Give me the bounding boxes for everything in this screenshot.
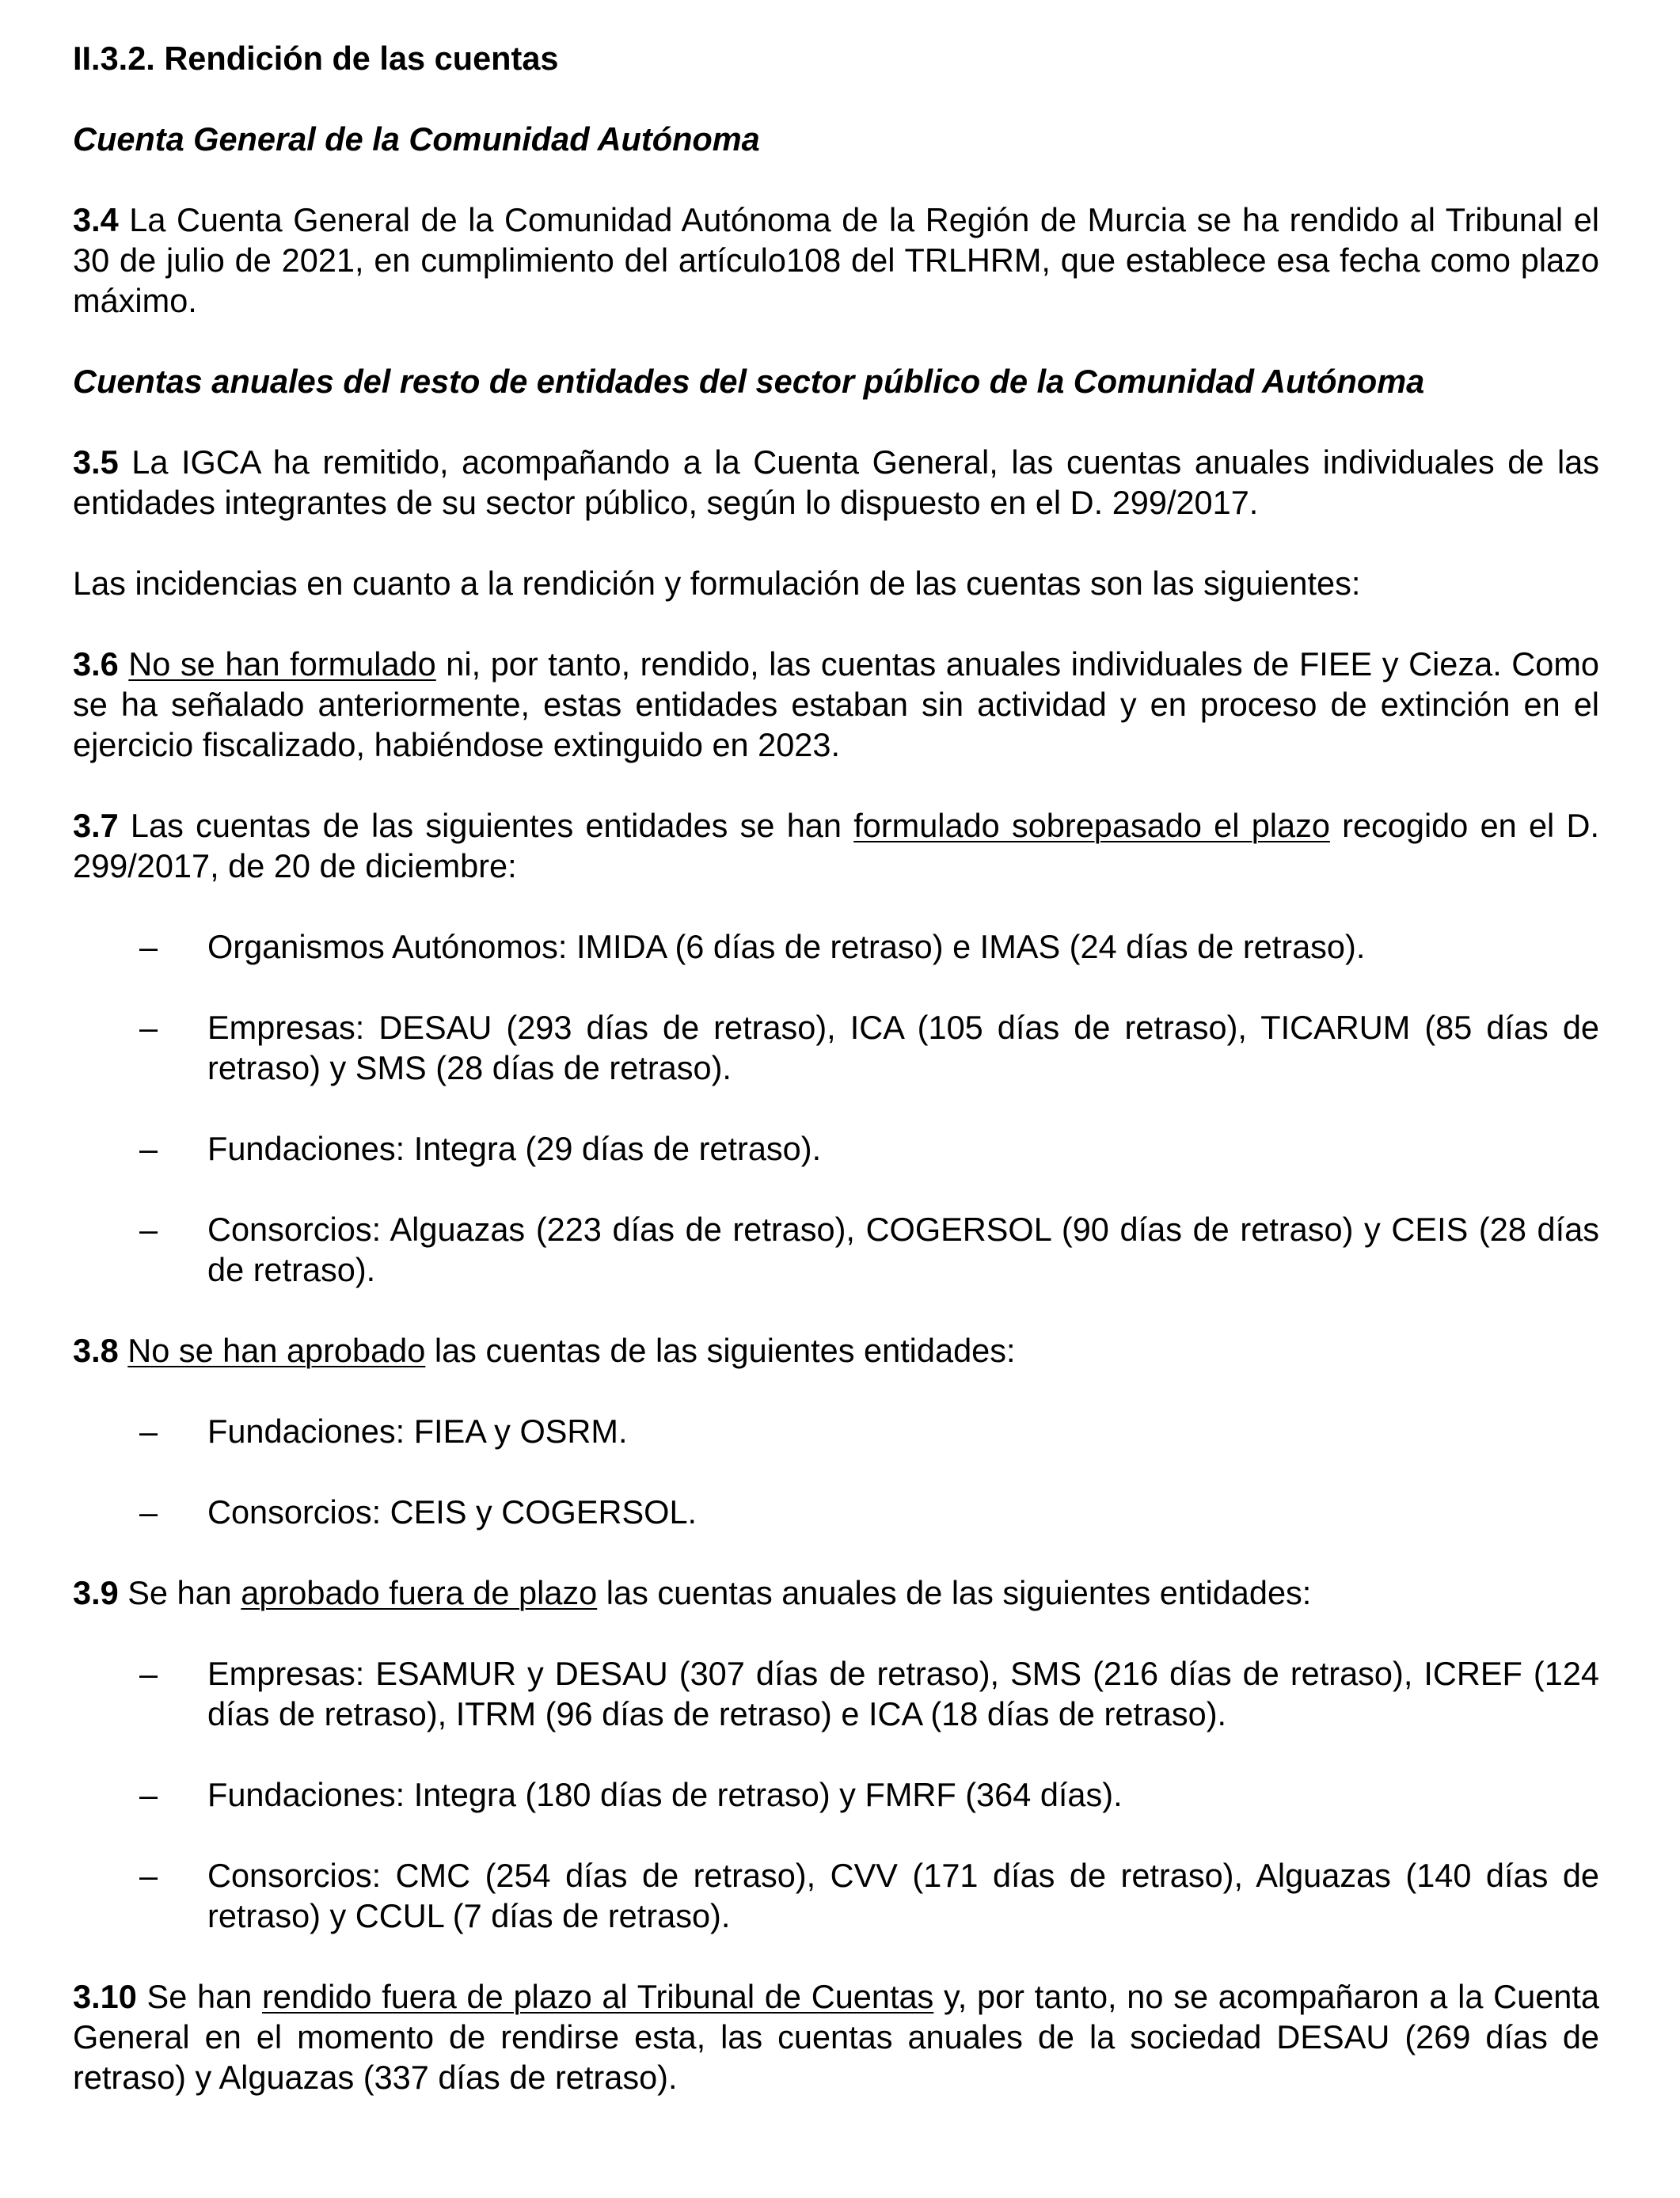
- dash-bullet: –: [139, 1211, 158, 1248]
- paragraph-3-4: [73, 200, 1599, 321]
- paragraph-text: las cuentas anuales de las siguientes entidades:: [597, 1574, 1312, 1611]
- paragraph-text: La Cuenta General de la Comunidad Autónoma de la Región de Murcia se ha rendido al Tribunal el 30 de julio de 2021, en cumplimiento del artículo108 del TRLHRM, que establece esa fecha como plazo máximo.: [73, 201, 1599, 319]
- list-item-text: Fundaciones: Integra (180 días de retraso) y FMRF (364 días).: [207, 1776, 1123, 1813]
- dash-bullet: –: [139, 1009, 158, 1046]
- list-item-text: Consorcios: CMC (254 días de retraso), CVV (171 días de retraso), Alguazas (140 días de retraso) y CCUL (7 días de retraso).: [207, 1857, 1599, 1934]
- paragraph-number: 3.4: [73, 201, 119, 238]
- paragraph-number: 3.7: [73, 807, 119, 844]
- paragraph-incidencias: Las incidencias en cuanto a la rendición y formulación de las cuentas son las siguientes:: [73, 565, 1361, 602]
- paragraph-number: 3.9: [73, 1574, 119, 1611]
- list-item-text: Fundaciones: Integra (29 días de retraso).: [207, 1130, 822, 1167]
- list-item-text: Organismos Autónomos: IMIDA (6 días de retraso) e IMAS (24 días de retraso).: [207, 928, 1366, 965]
- paragraph-3-8: [73, 1330, 1599, 1371]
- list-item-text: Consorcios: CEIS y COGERSOL.: [207, 1493, 697, 1531]
- list-3-8: [73, 1411, 1599, 1532]
- dash-bullet: –: [139, 1655, 158, 1692]
- underlined-phrase: No se han formulado: [128, 645, 436, 683]
- list-item: [73, 1855, 1599, 1936]
- dash-bullet: –: [139, 1413, 158, 1450]
- underlined-phrase: formulado sobrepasado el plazo: [853, 807, 1330, 844]
- paragraph-3-5: [73, 442, 1599, 523]
- list-item: [73, 1128, 1599, 1169]
- paragraph-3-7: [73, 805, 1599, 886]
- list-item: [73, 1411, 1599, 1451]
- list-3-9: [73, 1653, 1599, 1936]
- paragraph-text: Se han: [118, 1574, 241, 1611]
- dash-bullet: –: [139, 1857, 158, 1894]
- subheading-cuentas-anuales: Cuentas anuales del resto de entidades del sector público de la Comunidad Autónoma: [73, 363, 1425, 400]
- list-item: [73, 1653, 1599, 1734]
- list-item-text: Empresas: ESAMUR y DESAU (307 días de retraso), SMS (216 días de retraso), ICREF (124 días de retraso), ITRM (96 días de retraso) e ICA (18 días de retraso).: [207, 1655, 1599, 1732]
- list-3-7: [73, 926, 1599, 1290]
- list-item: [73, 1209, 1599, 1290]
- paragraph-3-6: [73, 644, 1599, 765]
- list-item-text: Empresas: DESAU (293 días de retraso), ICA (105 días de retraso), TICARUM (85 días de retraso) y SMS (28 días de retraso).: [207, 1009, 1599, 1086]
- underlined-phrase: aprobado fuera de plazo: [241, 1574, 598, 1611]
- paragraph-number: 3.8: [73, 1332, 119, 1369]
- dash-bullet: –: [139, 1776, 158, 1813]
- paragraph-text: y, por tanto, no se acompañaron a la Cuenta General en el momento de rendirse esta, las cuentas anuales de la sociedad DESAU (269 días de retraso) y Alguazas (337 días de retraso).: [73, 1978, 1599, 2096]
- paragraph-text: Las cuentas de las siguientes entidades se han: [118, 807, 854, 844]
- list-item: [73, 926, 1599, 967]
- paragraph-3-10: [73, 1976, 1599, 2097]
- paragraph-text: La IGCA ha remitido, acompañando a la Cuenta General, las cuentas anuales individuales de las entidades integrantes de su sector público, según lo dispuesto en el D. 299/2017.: [73, 443, 1599, 521]
- paragraph-3-9: [73, 1572, 1599, 1613]
- dash-bullet: –: [139, 1130, 158, 1167]
- paragraph-number: 3.10: [73, 1978, 137, 2015]
- section-title: II.3.2. Rendición de las cuentas: [73, 40, 559, 77]
- list-item-text: Consorcios: Alguazas (223 días de retraso), COGERSOL (90 días de retraso) y CEIS (28 días de retraso).: [207, 1211, 1599, 1288]
- dash-bullet: –: [139, 1493, 158, 1531]
- paragraph-text: Se han: [136, 1978, 263, 2015]
- list-item: [73, 1492, 1599, 1532]
- underlined-phrase: rendido fuera de plazo al Tribunal de Cuentas: [262, 1978, 934, 2015]
- underlined-phrase: No se han aprobado: [127, 1332, 426, 1369]
- paragraph-number: 3.6: [73, 645, 119, 683]
- subheading-cuenta-general: Cuenta General de la Comunidad Autónoma: [73, 120, 760, 158]
- paragraph-text: recogido en el D. 299/2017, de 20 de diciembre:: [73, 807, 1600, 884]
- paragraph-number: 3.5: [73, 443, 119, 481]
- paragraph-text: ni, por tanto, rendido, las cuentas anuales individuales de FIEE y Cieza. Como se ha señalado anteriormente, estas entidades estaban sin actividad y en proceso de extinción en el ejercicio fiscalizado, habiéndose extinguido en 2023.: [73, 645, 1600, 763]
- list-item: [73, 1007, 1599, 1088]
- list-item: [73, 1774, 1599, 1815]
- list-item-text: Fundaciones: FIEA y OSRM.: [207, 1413, 628, 1450]
- dash-bullet: –: [139, 928, 158, 965]
- paragraph-text: las cuentas de las siguientes entidades:: [425, 1332, 1016, 1369]
